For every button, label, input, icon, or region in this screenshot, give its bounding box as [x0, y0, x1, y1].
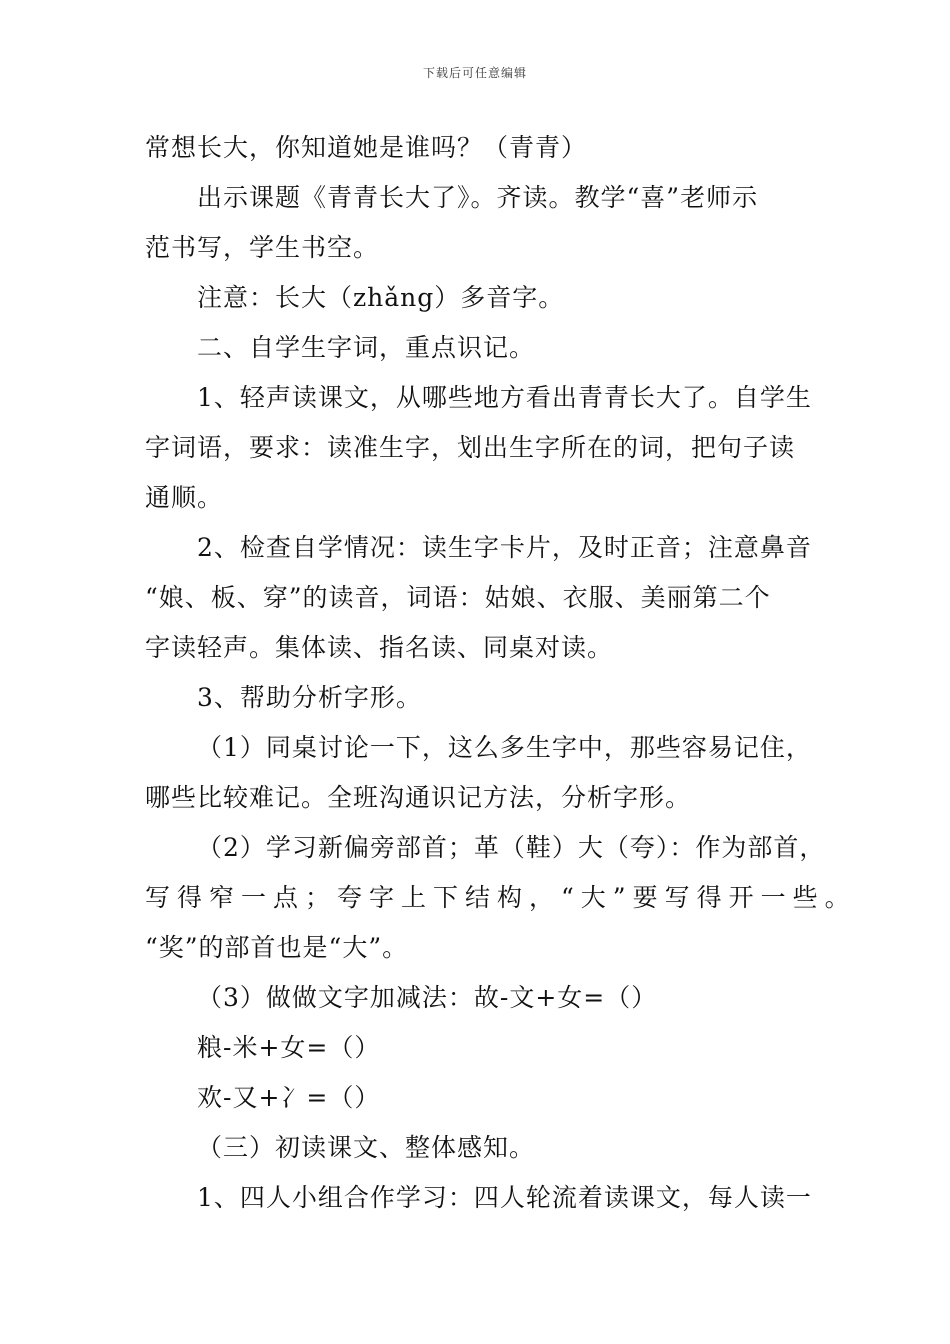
text-line: 粮-米+女=（）: [197, 1033, 381, 1062]
text-line: （2）学习新偏旁部首；革（鞋）大（夸）：作为部首，: [197, 833, 826, 862]
text-line: 2、检查自学情况：读生字卡片，及时正音；注意鼻音: [197, 533, 812, 562]
text-line: （三）初读课文、整体感知。: [197, 1133, 536, 1162]
text-line: 1、四人小组合作学习：四人轮流着读课文，每人读一: [197, 1183, 812, 1212]
text-line: 字读轻声。集体读、指名读、同桌对读。: [145, 633, 614, 662]
text-line: 出示课题《青青长大了》。齐读。教学“喜”老师示: [197, 183, 759, 212]
text-line: 通顺。: [145, 483, 224, 512]
text-line: 注意：长大（zhǎng）多音字。: [197, 283, 565, 312]
text-line: 二、自学生字词，重点识记。: [197, 333, 536, 362]
text-line: 写得窄一点；夸字上下结构，“大”要写得开一些。: [145, 883, 857, 912]
page-header: 下载后可任意编辑: [422, 66, 527, 80]
text-line: 哪些比较难记。全班沟通识记方法，分析字形。: [145, 783, 692, 812]
text-line: 字词语，要求：读准生字，划出生字所在的词，把句子读: [145, 433, 796, 462]
text-line: 范书写，学生书空。: [145, 233, 380, 262]
text-line: “奖”的部首也是“大”。: [145, 933, 409, 962]
text-line: 欢-又+冫=（）: [197, 1083, 381, 1112]
text-line: （3）做做文字加减法：故-文+女=（）: [197, 983, 658, 1012]
text-line: “娘、板、穿”的读音，词语：姑娘、衣服、美丽第二个: [145, 583, 771, 612]
text-line: 1、轻声读课文，从哪些地方看出青青长大了。自学生: [197, 383, 812, 412]
text-line: 3、帮助分析字形。: [197, 683, 422, 712]
text-line: 常想长大，你知道她是谁吗？（青青）: [145, 133, 588, 162]
text-line: （1）同桌讨论一下，这么多生字中，那些容易记住，: [197, 733, 812, 762]
